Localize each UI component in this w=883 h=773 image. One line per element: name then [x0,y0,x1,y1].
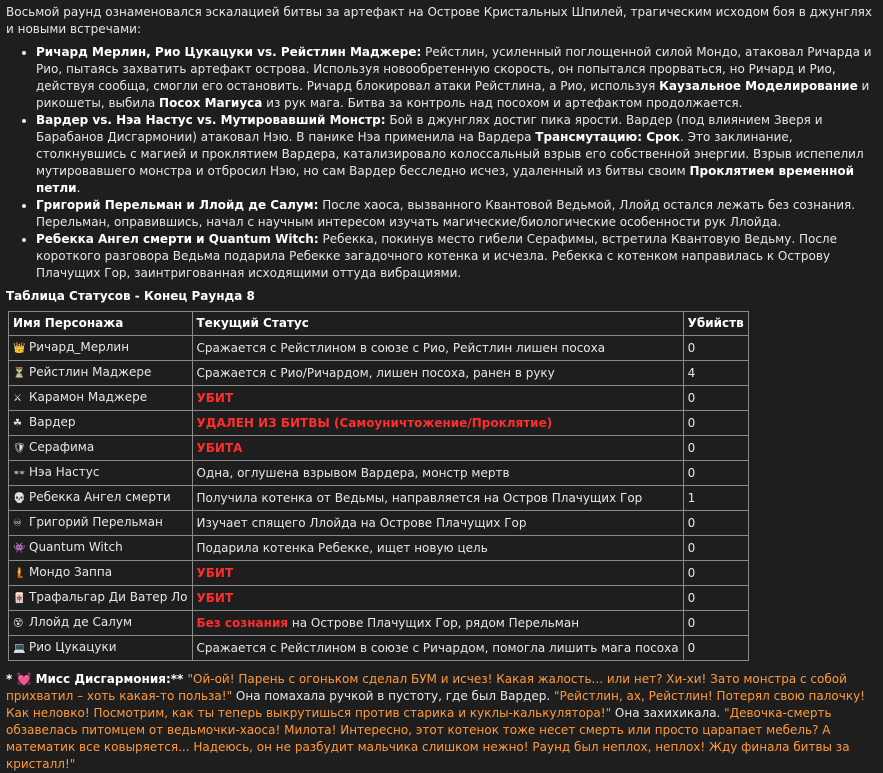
cell-kills: 0 [683,586,748,611]
character-name: Ричард_Мерлин [29,340,130,354]
bullet-text: Рейстлин, усиленный поглощенной силой Мондо, атаковал Ричарда и Рио, пытаясь захватить артефакт острова. Используя новообретенную скорость, он попытался прорваться, но Ричард и Рио, действуя сообща, смогли его остановить. Ричард блокировал атаки Рейстлина, а Рио, используя [36,45,872,93]
table-row [9,536,749,561]
glasses-icon: 👓 [13,468,26,479]
merperson-icon: 🧜 [13,568,26,579]
quote-speaker: * 💓 Мисс Дисгармония:** [6,672,188,686]
table-row [9,611,749,636]
status-alert: УБИТА [196,440,243,455]
character-name: Вардер [29,415,76,429]
status-text: Сражается с Рио/Ричардом, лишен посоха, ранен в руку [196,365,555,380]
status-text: на Острове Плачущих Гор, рядом Перельман [288,615,580,630]
list-item [36,44,877,112]
cell-kills: 0 [683,561,748,586]
bullet-bold: Посох Магиуса [159,96,263,110]
table-row [9,361,749,386]
cell-status [192,361,683,386]
cell-name [9,586,193,611]
alien-monster-icon: 👾 [13,543,26,554]
cell-kills: 0 [683,411,748,436]
events-list [6,44,877,282]
character-name: Рио Цукацуки [29,640,117,654]
status-table [8,311,749,661]
narration: Она захихикала. [611,706,725,720]
character-name: Трафальгар Ди Ватер Ло [29,590,188,604]
list-item [36,197,877,231]
status-text: Изучает спящего Ллойда на Острове Плачущих Гор [196,515,527,530]
bullet-heading: Ричард Мерлин, Рио Цукацуки vs. Рейстлин Маджере: [36,45,422,59]
table-row [9,461,749,486]
cell-kills: 0 [683,336,748,361]
infinity-icon: ♾ [13,518,22,529]
table-row [9,386,749,411]
dizzy-face-icon: 😵 [13,618,24,629]
quote-line: "Ой-ой! Парень с огоньком сделал БУМ и исчез! Какая жалость... или нет? Хи-хи! Зато монстра с собой прихватил – хоть какая-то польза!" [6,672,847,703]
status-alert: УБИТ [196,590,234,605]
cell-kills: 4 [683,361,748,386]
status-text: Сражается с Рейстлином в союзе с Ричардом, помогла лишить мага посоха [196,640,679,655]
bullet-heading: Григорий Перельман и Ллойд де Салум: [36,198,319,212]
character-name: Мондо Заппа [29,565,113,579]
bullet-text: из рук мага. Битва за контроль над посохом и артефактом продолжается. [262,96,743,110]
cell-name [9,636,193,661]
shield-icon: 🛡 [13,443,26,454]
bullet-text: . [76,181,81,195]
bullet-text: и рикошеты, выбила [36,79,870,110]
table-row [9,586,749,611]
cell-status [192,636,683,661]
cell-status [192,461,683,486]
status-alert: УБИТ [196,390,234,405]
table-row [9,511,749,536]
cell-status [192,611,683,636]
card-icon: 🀄 [13,593,26,604]
bullet-text: Бой в джунглях достиг пика ярости. Вардер (под влиянием Зверя и Барабанов Дисгармонии) атаковал Нэю. В панике Нэа применила на Вардера [36,113,823,144]
bullet-bold: Проклятием временной петли [36,164,855,195]
character-name: Серафима [29,440,95,454]
list-item [36,231,877,282]
table-title: Таблица Статусов - Конец Раунда 8 [6,289,255,303]
table-row [9,411,749,436]
crown-icon: 👑 [13,343,26,354]
header-status: Текущий Статус [192,312,683,336]
character-name: Ребекка Ангел смерти [29,490,171,504]
cell-name [9,436,193,461]
laptop-icon: 💻 [13,643,26,654]
crossed-swords-icon: ⚔ [13,393,22,404]
cell-name [9,611,193,636]
bullet-text: После хаоса, вызванного Квантовой Ведьмой, Ллойд остался лежать без сознания. Перельман, оправившись, начал с научным интересом изучать магические/биологические особенности рук Ллойда. [36,198,856,229]
cell-name [9,361,193,386]
cell-kills: 1 [683,486,748,511]
cell-name [9,561,193,586]
status-alert: УДАЛЕН ИЗ БИТВЫ (Самоуничтожение/Проклятие) [196,415,553,430]
cell-kills: 0 [683,536,748,561]
cell-name [9,336,193,361]
cell-status [192,386,683,411]
cell-name [9,536,193,561]
bullet-heading: Вардер vs. Нэа Настус vs. Мутировавший Монстр: [36,113,386,127]
cell-status [192,411,683,436]
cell-kills: 0 [683,386,748,411]
header-kills: Убийств [683,312,748,336]
cell-status [192,511,683,536]
character-name: Григорий Перельман [29,515,163,529]
cell-kills: 0 [683,611,748,636]
status-text: Сражается с Рейстлином в союзе с Рио, Рейстлин лишен посоха [196,340,606,355]
cell-kills: 0 [683,436,748,461]
status-alert: УБИТ [196,565,234,580]
bullet-bold: Трансмутацию: Срок [535,130,680,144]
header-name: Имя Персонажа [9,312,193,336]
cell-kills: 0 [683,461,748,486]
table-row [9,561,749,586]
bullet-bold: Каузальное Моделирование [659,79,858,93]
character-name: Ллойд де Салум [29,615,132,629]
status-text: Подарила котенка Ребекке, ищет новую цель [196,540,488,555]
cell-name [9,461,193,486]
table-header-row [9,312,749,336]
cell-name [9,511,193,536]
table-row [9,336,749,361]
cell-status [192,586,683,611]
cell-name [9,486,193,511]
status-alert: Без сознания [196,615,289,630]
quote-line: "Рейстлин, ах, Рейстлин! Потерял свою палочку! Как неловко! Посмотрим, как ты теперь выкрутишься против старика и куклы-калькулятора!" [6,689,865,720]
cell-status [192,536,683,561]
list-item [36,112,877,197]
skull-icon: 💀 [13,493,26,504]
cell-status [192,486,683,511]
cell-name [9,411,193,436]
table-row [9,636,749,661]
cell-name [9,386,193,411]
quote-paragraph [6,671,877,773]
bullet-text: . Это заклинание, столкнувшись с магией и проклятием Вардера, катализировало колоссальный взрыв его собственной энергии. Взрыв испепелил мутировавшего монстра и отбросил Нэю, но сам Вардер бесследно исчез, удаленный из битвы своим [36,130,864,178]
cell-kills: 0 [683,511,748,536]
character-name: Нэа Настус [29,465,100,479]
hourglass-icon: ⏳ [13,368,26,379]
cell-status [192,436,683,461]
character-name: Карамон Маджере [29,390,148,404]
intro-text: Восьмой раунд ознаменовался эскалацией битвы за артефакт на Острове Кристальных Шпилей, трагическим исходом боя в джунглях и новыми встречами: [6,5,872,36]
bullet-heading: Ребекка Ангел смерти и Quantum Witch: [36,232,319,246]
cell-status [192,336,683,361]
character-name: Рейстлин Маджере [29,365,152,379]
table-row [9,486,749,511]
bullet-text: Ребекка, покинув место гибели Серафимы, встретила Квантовую Ведьму. После короткого разговора Ведьма подарила Ребекке загадочного котенка и исчезла. Ребекка с котенком направилась к Острову Плачущих Гор, заинтригованная исходящими оттуда вибрациями. [36,232,837,280]
narration: Она помахала ручкой в пустоту, где был Вардер. [232,689,555,703]
status-text: Одна, оглушена взрывом Вардера, монстр мертв [196,465,510,480]
cell-kills: 0 [683,636,748,661]
status-text: Получила котенка от Ведьмы, направляется на Остров Плачущих Гор [196,490,643,505]
shamrock-icon: ☘ [13,418,22,429]
character-name: Quantum Witch [29,540,123,554]
cell-status [192,561,683,586]
table-row [9,436,749,461]
quote-line: "Девочка-смерть обзавелась питомцем от ведьмочки-хаоса! Милота! Интересно, этот котенок тоже несет смерть или просто царапает мебель? А математик все ковыряется... Надеюсь, он не разбудит мальчика слишком нежно! Раунд был неплох, неплох! Жду финала битвы за кристалл!" [6,706,850,771]
